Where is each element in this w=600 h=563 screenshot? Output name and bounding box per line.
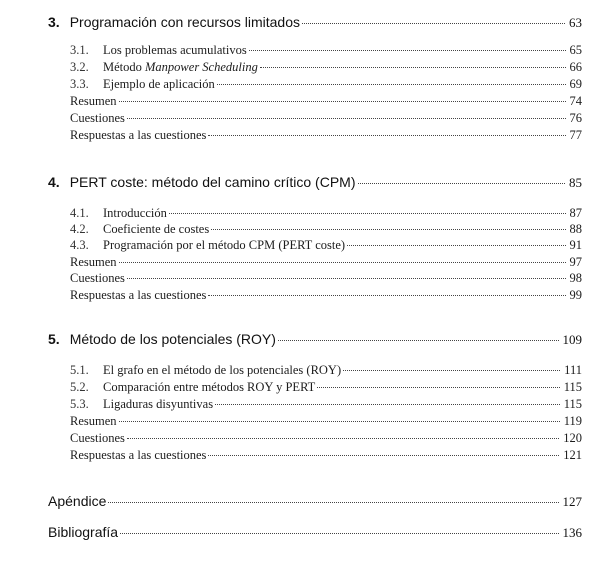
section-title: Los problemas acumulativos [103, 43, 247, 57]
dot-leader [119, 101, 566, 102]
page-number: 85 [569, 175, 582, 190]
entry-title: Cuestiones [70, 271, 125, 285]
page-number: 120 [563, 431, 582, 445]
page-number: 76 [569, 111, 582, 125]
dot-leader [347, 245, 565, 246]
section-number: 5.1. [70, 363, 89, 377]
dot-leader [217, 84, 566, 85]
entry-title: Respuestas a las cuestiones [70, 288, 207, 302]
page-number: 66 [569, 60, 582, 74]
answers-entry[interactable] [70, 128, 582, 143]
page-number: 109 [562, 332, 582, 347]
page-number: 119 [563, 414, 582, 428]
dot-leader [260, 67, 566, 68]
section-number: 5.3. [70, 397, 89, 411]
summary-entry[interactable] [70, 414, 582, 429]
page-number: 127 [562, 494, 582, 509]
dot-leader [343, 370, 560, 371]
dot-leader [120, 533, 558, 534]
questions-entry[interactable] [70, 271, 582, 286]
page-number: 115 [563, 397, 582, 411]
entry-title: Resumen [70, 414, 117, 428]
page-number: 99 [569, 288, 582, 302]
chapter-3-entry[interactable] [48, 14, 582, 31]
entry-title: Resumen [70, 255, 117, 269]
section-5-3-entry[interactable] [70, 397, 582, 412]
dot-leader [302, 23, 565, 24]
section-number: 4.3. [70, 238, 89, 252]
page-number: 69 [569, 77, 582, 91]
dot-leader [208, 455, 559, 456]
chapter-title: PERT coste: método del camino crítico (CPM) [69, 174, 356, 190]
questions-entry[interactable] [70, 111, 582, 126]
summary-entry[interactable] [70, 94, 582, 109]
entry-title: Respuestas a las cuestiones [70, 448, 207, 462]
section-number: 4.2. [70, 222, 89, 236]
dot-leader [278, 340, 559, 341]
page-number: 91 [569, 238, 582, 252]
section-5-1-entry[interactable] [70, 363, 582, 378]
appendix-title: Apéndice [48, 493, 107, 509]
page-number: 65 [569, 43, 582, 57]
page-number: 98 [569, 271, 582, 285]
page-number: 111 [564, 363, 582, 377]
section-title: Coeficiente de costes [103, 222, 210, 236]
summary-entry[interactable] [70, 255, 582, 270]
dot-leader [249, 50, 566, 51]
section-4-3-entry[interactable] [70, 238, 582, 253]
chapter-number: 3. [48, 14, 60, 30]
chapter-4-entry[interactable] [48, 174, 582, 191]
dot-leader [215, 404, 560, 405]
dot-leader [208, 135, 565, 136]
bibliography-entry[interactable] [48, 524, 582, 541]
answers-entry[interactable] [70, 288, 582, 303]
page-number: 87 [569, 206, 582, 220]
section-title: Ejemplo de aplicación [103, 77, 215, 91]
section-title: Comparación entre métodos ROY y PERT [103, 380, 316, 394]
section-number: 5.2. [70, 380, 89, 394]
section-title: Introducción [103, 206, 167, 220]
section-title: Método Manpower Scheduling [103, 60, 258, 74]
dot-leader [211, 229, 565, 230]
page-number: 115 [563, 380, 582, 394]
page-number: 121 [563, 448, 582, 462]
section-title: Programación por el método CPM (PERT coste) [103, 238, 346, 252]
section-number: 4.1. [70, 206, 89, 220]
section-title: Ligaduras disyuntivas [103, 397, 214, 411]
section-number: 3.3. [70, 77, 89, 91]
section-3-1-entry[interactable] [70, 43, 582, 58]
section-5-2-entry[interactable] [70, 380, 582, 395]
entry-title: Resumen [70, 94, 117, 108]
entry-title: Respuestas a las cuestiones [70, 128, 207, 142]
section-title: El grafo en el método de los potenciales (ROY) [103, 363, 342, 377]
entry-title: Cuestiones [70, 111, 125, 125]
dot-leader [127, 278, 566, 279]
dot-leader [119, 421, 560, 422]
entry-title: Cuestiones [70, 431, 125, 445]
dot-leader [358, 183, 566, 184]
dot-leader [108, 502, 558, 503]
section-number: 3.1. [70, 43, 89, 57]
bibliography-title: Bibliografía [48, 524, 119, 540]
section-4-2-entry[interactable] [70, 222, 582, 237]
section-number: 3.2. [70, 60, 89, 74]
page-number: 63 [569, 15, 582, 30]
dot-leader [127, 438, 559, 439]
chapter-number: 4. [48, 174, 60, 190]
appendix-entry[interactable] [48, 493, 582, 510]
chapter-number: 5. [48, 331, 60, 347]
section-3-2-entry[interactable] [70, 60, 582, 75]
questions-entry[interactable] [70, 431, 582, 446]
section-3-3-entry[interactable] [70, 77, 582, 92]
dot-leader [317, 387, 559, 388]
page-number: 136 [562, 525, 582, 540]
page-number: 77 [569, 128, 582, 142]
answers-entry[interactable] [70, 448, 582, 463]
section-4-1-entry[interactable] [70, 206, 582, 221]
chapter-title: Programación con recursos limitados [69, 14, 301, 30]
dot-leader [119, 262, 566, 263]
chapter-5-entry[interactable] [48, 331, 582, 348]
chapter-title: Método de los potenciales (ROY) [69, 331, 276, 347]
page-number: 97 [569, 255, 582, 269]
page-number: 88 [569, 222, 582, 236]
dot-leader [127, 118, 566, 119]
section-title-italic: Manpower Scheduling [145, 60, 258, 74]
dot-leader [169, 213, 566, 214]
dot-leader [208, 295, 565, 296]
page-number: 74 [569, 94, 582, 108]
